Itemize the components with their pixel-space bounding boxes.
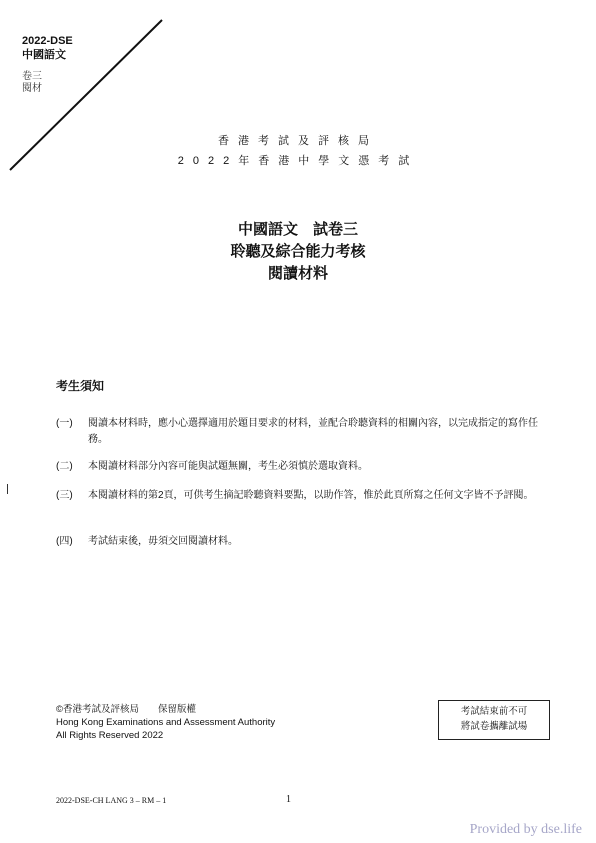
- instruction-number: (四): [56, 536, 73, 547]
- instruction-text: 考試結束後，毋須交回閱讀材料。: [88, 536, 238, 547]
- box-line: 考試結束前不可: [460, 706, 528, 717]
- instruction-item: [56, 416, 546, 448]
- exam-code: 2022-DSE: [22, 35, 73, 47]
- exam-code-block: [22, 34, 73, 62]
- title-line-1: 中國語文 試卷三: [237, 221, 358, 238]
- title-line-3: 閱讀材料: [267, 265, 328, 282]
- scan-mark: [7, 484, 8, 494]
- paper-number: 卷三: [22, 71, 42, 82]
- instruction-number: (二): [56, 461, 73, 472]
- instruction-text: 閱讀本材料時，應小心選擇適用於題目要求的材料，並配合聆聽資料的相關內容，以完成指定的寫作任務。: [88, 418, 538, 445]
- exam-name: 2022年香港中學文憑考試: [177, 155, 419, 167]
- authority-name: 香港考試及評核局: [218, 135, 378, 147]
- instruction-number: (三): [56, 490, 73, 501]
- notice-heading: 考生須知: [56, 379, 105, 393]
- instruction-text: 本閱讀材料的第2頁，可供考生摘記聆聽資料要點，以助作答，惟於此頁所寫之任何文字皆不予評閱。: [88, 490, 534, 501]
- provided-by-watermark: Provided by dse.life: [469, 822, 582, 837]
- box-line: 將試卷攜離試場: [460, 721, 528, 732]
- copyright-line: ©香港考試及評核局 保留版權: [56, 704, 197, 715]
- copyright-line: Hong Kong Examinations and Assessment Authority: [56, 717, 276, 728]
- corner-diagonal-line: [0, 0, 596, 200]
- instruction-item: [56, 488, 546, 504]
- material-type: 閱材: [22, 83, 42, 94]
- exam-room-notice-box: [438, 700, 550, 740]
- title-line-2: 聆聽及綜合能力考核: [230, 243, 366, 260]
- copyright-block: [56, 703, 275, 742]
- footer-paper-code: 2022-DSE-CH LANG 3 – RM – 1: [56, 796, 167, 805]
- instruction-number: (一): [56, 418, 73, 429]
- instruction-item: [56, 534, 546, 550]
- page-number: 1: [286, 794, 291, 805]
- subject-name: 中國語文: [22, 49, 66, 61]
- instruction-item: [56, 459, 546, 475]
- paper-info: [22, 71, 42, 95]
- copyright-line: All Rights Reserved 2022: [56, 730, 164, 741]
- instruction-text: 本閱讀材料部分內容可能與試題無關，考生必須慎於選取資料。: [88, 461, 368, 472]
